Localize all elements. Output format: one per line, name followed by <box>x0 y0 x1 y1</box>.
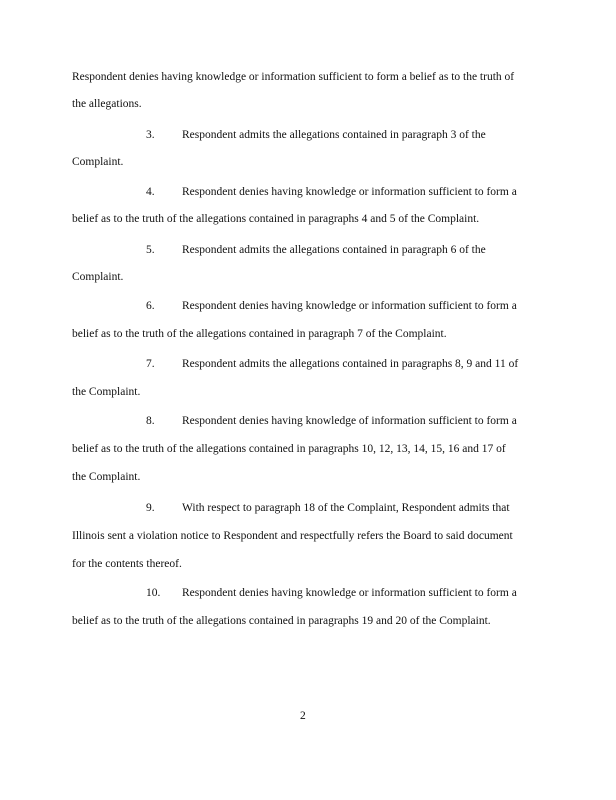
paragraph-text: Complaint. <box>72 156 124 168</box>
paragraph-number: 8. <box>146 415 155 427</box>
paragraph-text: Illinois sent a violation notice to Respondent and respectfully refers the Board to said document <box>72 530 513 542</box>
paragraph-text: belief as to the truth of the allegations contained in paragraphs 19 and 20 of the Complaint. <box>72 615 491 627</box>
intro-line-2: the allegations. <box>72 98 142 110</box>
paragraph-number: 9. <box>146 502 155 514</box>
paragraph-text: for the contents thereof. <box>72 558 182 570</box>
paragraph-text: Respondent denies having knowledge or information sufficient to form a <box>182 300 517 312</box>
paragraph-text: the Complaint. <box>72 386 141 398</box>
paragraph-text: belief as to the truth of the allegations contained in paragraph 7 of the Complaint. <box>72 328 447 340</box>
paragraph-text: Respondent admits the allegations contained in paragraph 3 of the <box>182 129 486 141</box>
paragraph-text: belief as to the truth of the allegations contained in paragraphs 10, 12, 13, 14, 15, 16 and 17 of <box>72 443 506 455</box>
paragraph-number: 7. <box>146 358 155 370</box>
paragraph-number: 6. <box>146 300 155 312</box>
paragraph-text: the Complaint. <box>72 471 141 483</box>
paragraph-text: belief as to the truth of the allegations contained in paragraphs 4 and 5 of the Complaint. <box>72 213 480 225</box>
page-number: 2 <box>300 710 306 722</box>
paragraph-text: With respect to paragraph 18 of the Complaint, Respondent admits that <box>182 502 510 514</box>
paragraph-text: Complaint. <box>72 271 124 283</box>
paragraph-text: Respondent admits the allegations contained in paragraphs 8, 9 and 11 of <box>182 358 519 370</box>
intro-line-1: Respondent denies having knowledge or information sufficient to form a belief as to the truth of <box>72 71 515 83</box>
paragraph-number: 4. <box>146 186 155 198</box>
paragraph-text: Respondent denies having knowledge or information sufficient to form a <box>182 186 517 198</box>
paragraph-text: Respondent denies having knowledge of information sufficient to form a <box>182 415 517 427</box>
paragraph-number: 5. <box>146 244 155 256</box>
paragraph-text: Respondent denies having knowledge or information sufficient to form a <box>182 587 517 599</box>
paragraph-number: 10. <box>146 587 161 599</box>
paragraph-text: Respondent admits the allegations contained in paragraph 6 of the <box>182 244 486 256</box>
paragraph-number: 3. <box>146 129 155 141</box>
